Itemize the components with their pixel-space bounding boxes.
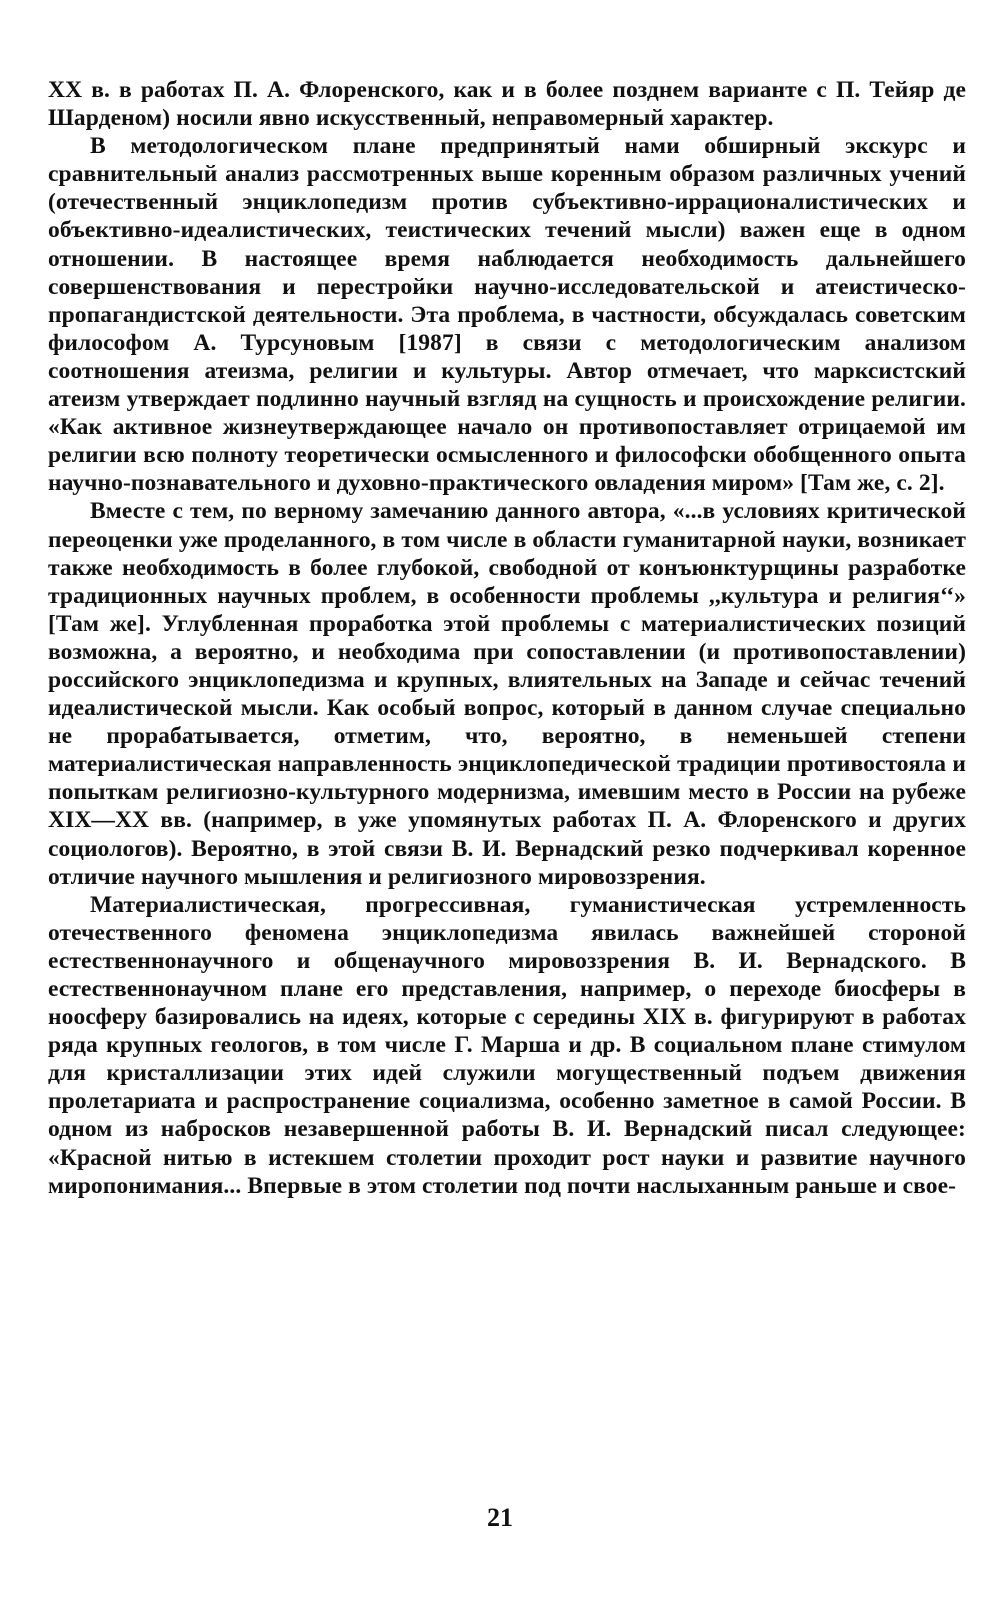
paragraph: Вместе с тем, по верному замечанию данного автора, «...в условиях критической переоценки уже проделанного, в том числе в области гуманитарной науки, возникает также необходимость в более глубокой, свободной от конъюнктурщины разработке традиционных научных проблем, в особенности проблемы ,,культура и религия‘‘» [Там же]. Углубленная проработка этой проблемы с материалистических позиций возможна, а вероятно, и необходима при сопоставлении (и противопоставлении) российского энциклопедизма и крупных, влиятельных на Западе и сейчас течений идеалистической мысли. Как особый вопрос, который в данном случае специально не прорабатывается, отметим, что, вероятно, в неменьшей степени материалистическая направленность энциклопедической традиции противостояла и попыткам религиозно-культурного модернизма, имевшим место в России на рубеже XIX—XX вв. (например, в уже упомянутых работах П. А. Флоренского и других социологов). Вероятно, в этой связи В. И. Вернадский резко подчеркивал коренное отличие научного мышления и религиозного мировоззрения.: [48, 498, 966, 890]
paragraph: В методологическом плане предпринятый нами обширный экскурс и сравнительный анализ рассмотренных выше коренным образом различных учений (отечественный энциклопедизм против субъективно-иррационалистических и объективно-идеалистических, теистических течений мысли) важен еще в одном отношении. В настоящее время наблюдается необходимость дальнейшего совершенствования и перестройки научно-исследовательской и атеистическо-пропагандистской деятельности. Эта проблема, в частности, обсуждалась советским философом А. Турсуновым [1987] в связи с методологическим анализом соотношения атеизма, религии и культуры. Автор отмечает, что марксистский атеизм утверждает подлинно научный взгляд на сущность и происхождение религии. «Как активное жизнеутверждающее начало он противопоставляет отрицаемой им религии всю полноту теоретически осмысленного и философски обобщенного опыта научно-познавательного и духовно-практического овладения миром» [Там же, с. 2].: [48, 133, 966, 497]
page-number: 21: [487, 1503, 513, 1532]
paragraph-continuation: XX в. в работах П. А. Флоренского, как и в более позднем варианте с П. Тейяр де Шарденом) носили явно искусственный, неправомерный характер.: [48, 77, 966, 132]
paragraph: Материалистическая, прогрессивная, гуманистическая устремленность отечественного феномена энциклопедизма явилась важнейшей стороной естественнонаучного и общенаучного мировоззрения В. И. Вернадского. В естественнонаучном плане его представления, например, о переходе биосферы в ноосферу базировались на идеях, которые с середины XIX в. фигурируют в работах ряда крупных геологов, в том числе Г. Марша и др. В социальном плане стимулом для кристаллизации этих идей служили могущественный подъем движения пролетариата и распространение социализма, особенно заметное в самой России. В одном из набросков незавершенной работы В. И. Вернадский писал следующее: «Красной нитью в истекшем столетии проходит рост науки и развитие научного миропонимания... Впервые в этом столетии под почти наслыханным раньше и свое-: [48, 891, 966, 1199]
main-text: [48, 76, 966, 1200]
